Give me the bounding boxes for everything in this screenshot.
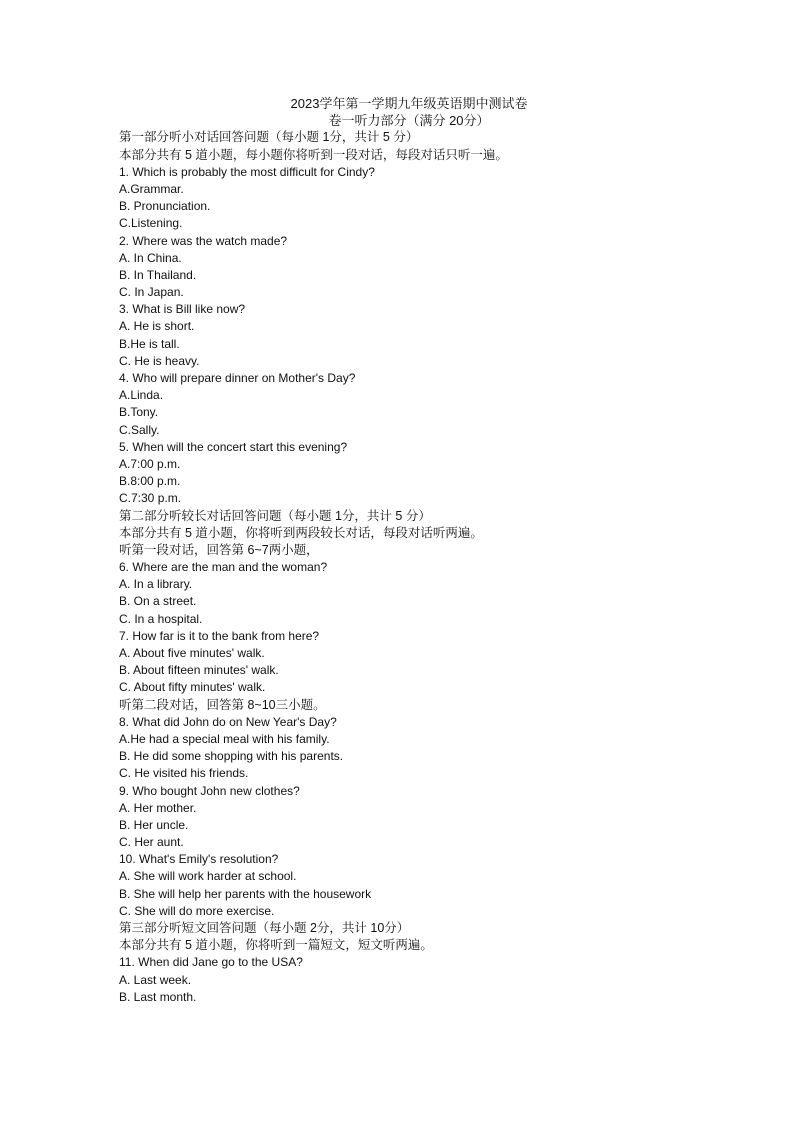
section-instruction-line: 听第二段对话，回答第 8~10三小题。 <box>119 697 326 712</box>
question-line: 8. What did John do on New Year's Day? <box>119 714 337 729</box>
question-line: A. Last week. <box>119 972 192 987</box>
section-instruction-line: 第二部分听较长对话回答问题（每小题 1分，共计 5 分） <box>119 508 431 523</box>
question-line: C.7:30 p.m. <box>119 491 182 506</box>
question-line: B. Pronunciation. <box>119 199 211 214</box>
question-line: B. On a street. <box>119 594 197 609</box>
question-line: 11. When did Jane go to the USA? <box>119 955 303 970</box>
question-line: A. She will work harder at school. <box>119 869 297 884</box>
question-line: B. She will help her parents with the housework <box>119 886 372 901</box>
question-line: C. She will do more exercise. <box>119 903 275 918</box>
question-line: 6. Where are the man and the woman? <box>119 560 328 575</box>
question-line: A.Linda. <box>119 388 164 403</box>
question-line: C.Sally. <box>119 422 160 437</box>
question-line: 10. What's Emily's resolution? <box>119 852 279 867</box>
section-instruction-line: 第三部分听短文回答问题（每小题 2分，共计 10分） <box>119 921 410 935</box>
question-line: A.7:00 p.m. <box>119 456 181 471</box>
question-line: C. Her aunt. <box>119 835 184 850</box>
question-line: B. In Thailand. <box>119 267 197 282</box>
question-line: 2. Where was the watch made? <box>119 233 288 248</box>
question-line: B. Her uncle. <box>119 817 189 832</box>
question-line: A. He is short. <box>119 319 195 334</box>
section-instruction-line: 本部分共有 5 道小题，你将听到两段较长对话，每段对话听两遍。 <box>119 525 483 540</box>
section-instruction-line: 听第一段对话，回答第 6~7两小题， <box>119 542 319 557</box>
question-line: C.Listening. <box>119 216 183 231</box>
question-line: B.He is tall. <box>119 336 180 351</box>
question-line: B. He did some shopping with his parents. <box>119 749 344 764</box>
question-line: A. In a library. <box>119 577 193 592</box>
question-line: A.He had a special meal with his family. <box>119 731 330 746</box>
question-line: B.Tony. <box>119 405 159 420</box>
section-instruction-line: 本部分共有 5 道小题，每小题你将听到一段对话，每段对话只听一遍。 <box>119 147 508 162</box>
question-line: C. About fifty minutes' walk. <box>119 680 266 695</box>
question-line: B.8:00 p.m. <box>119 474 181 489</box>
question-line: 9. Who bought John new clothes? <box>119 783 300 798</box>
text-lines <box>119 129 699 1006</box>
question-line: 3. What is Bill like now? <box>119 302 246 317</box>
document-subtitle: 卷一听力部分（满分 20分） <box>328 113 490 129</box>
question-line: C. He is heavy. <box>119 353 200 368</box>
question-line: 1. Which is probably the most difficult for Cindy? <box>119 164 375 179</box>
question-line: A. In China. <box>119 250 182 265</box>
question-line: 5. When will the concert start this evening? <box>119 439 348 454</box>
question-line: A. Her mother. <box>119 800 197 815</box>
question-line: B. About fifteen minutes' walk. <box>119 663 279 678</box>
question-line: 7. How far is it to the bank from here? <box>119 628 320 643</box>
question-line: A. About five minutes' walk. <box>119 646 265 660</box>
document-body <box>119 95 699 1006</box>
section-instruction-line: 第一部分听小对话回答问题（每小题 1分，共计 5 分） <box>119 130 419 145</box>
question-line: B. Last month. <box>119 989 197 1004</box>
question-line: 4. Who will prepare dinner on Mother's Day? <box>119 371 356 385</box>
question-line: C. In Japan. <box>119 285 184 300</box>
question-line: C. In a hospital. <box>119 611 203 626</box>
question-line: A.Grammar. <box>119 181 184 196</box>
question-line: C. He visited his friends. <box>119 766 249 781</box>
section-instruction-line: 本部分共有 5 道小题，你将听到一篇短文，短文听两遍。 <box>119 938 433 953</box>
document-title: 2023学年第一学期九年级英语期中测试卷 <box>290 96 528 111</box>
